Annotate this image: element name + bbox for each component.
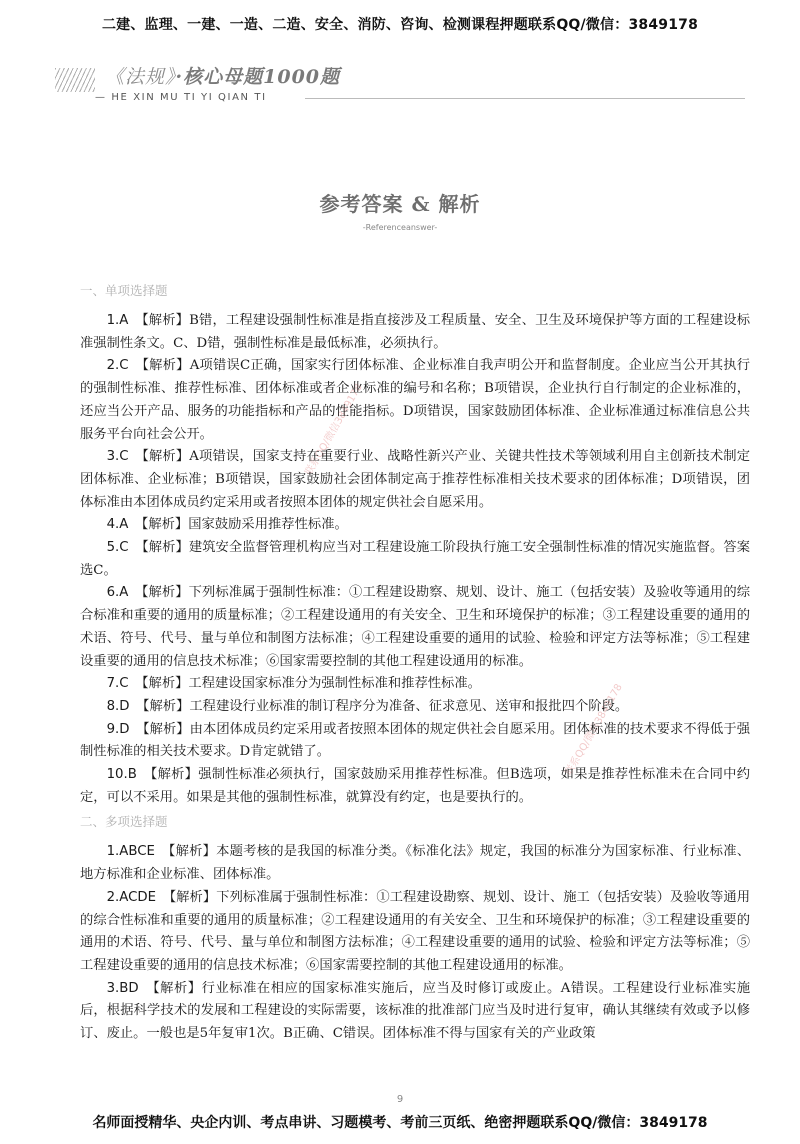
answer-item	[80, 310, 750, 355]
part2-list	[80, 841, 750, 1045]
answer-label: 9.D	[106, 721, 130, 737]
answer-label: 7.C	[106, 676, 129, 692]
analysis-tag: 【解析】	[141, 517, 189, 533]
answer-item	[80, 673, 750, 696]
section-title: 参考答案 & 解析	[319, 192, 481, 216]
answer-label: 1.A	[106, 313, 129, 328]
watermark-text: 联系QQ/微信3849178	[303, 382, 365, 478]
answer-label: 5.C	[106, 540, 129, 556]
answer-content	[80, 280, 750, 1046]
answer-text: 下列标准属于强制性标准：①工程建设勘察、规划、设计、施工（包括安装）及验收等通用的综合标准和重要的通用的质量标准；②工程建设通用的有关安全、卫生和环境保护的标准；③工程建设重要的通用的术语、符号、代号、量与单位和制图方法标准；④工程建设重要的通用的试验、检验和评定方法等标准；⑤工程建设重要的通用的信息技术标准；⑥国家需要控制的其他工程建设通用的标准。	[80, 585, 750, 669]
header-title	[105, 62, 340, 89]
top-banner: 二建、监理、一建、一造、二造、安全、消防、咨询、检测课程押题联系QQ/微信：3849178	[101, 17, 699, 33]
running-header	[55, 62, 745, 112]
analysis-tag: 【解析】	[150, 767, 199, 783]
answer-label: 4.A	[106, 517, 129, 533]
answer-label: 3.C	[106, 449, 129, 465]
bottom-banner: 名师面授精华、央企内训、考点串讲、习题模考、考前三页纸、绝密押题联系QQ/微信：3849178	[92, 1115, 708, 1131]
analysis-tag: 【解析】	[142, 540, 189, 556]
analysis-tag: 【解析】	[142, 449, 190, 465]
answer-text: B错，工程建设强制性标准是指直接涉及工程质量、安全、卫生及环境保护等方面的工程建设标准强制性条文。C、D错，强制性标准是最低标准，必须执行。	[80, 313, 750, 351]
answer-label: 1.ABCE	[106, 844, 155, 860]
answer-item	[80, 887, 750, 978]
answer-label: 6.A	[106, 585, 129, 601]
answer-item	[80, 841, 750, 886]
answer-text: 工程建设行业标准的制订程序分为准备、征求意见、送审和报批四个阶段。	[189, 698, 629, 714]
answer-label: 2.ACDE	[106, 889, 157, 905]
answer-item	[80, 446, 750, 514]
answer-item	[80, 696, 750, 719]
analysis-tag: 【解析】	[169, 889, 217, 905]
analysis-tag: 【解析】	[141, 676, 189, 692]
analysis-tag: 【解析】	[168, 844, 217, 860]
header-subtitle: — HE XIN MU TI YI QIAN TI	[95, 92, 267, 103]
answer-text: 由本团体成员约定采用或者按照本团体的规定供社会自愿采用。团体标准的技术要求不得低于强制性标准的相关技术要求。D肯定就错了。	[80, 721, 751, 760]
page-number: 9	[396, 1094, 404, 1105]
analysis-tag: 【解析】	[141, 585, 189, 601]
header-title-series: ·核心母题1000题	[175, 66, 341, 88]
answer-item	[80, 978, 750, 1046]
header-hatch-decoration	[55, 68, 95, 92]
answer-text: 行业标准在相应的国家标准实施后，应当及时修订或废止。A错误。工程建设行业标准实施后，根据科学技术的发展和工程建设的实际需要，该标准的批准部门应当及时进行复审，确认其继续有效或予以修订、废止。一般也是5年复审1次。B正确、C错误。团体标准不得与国家有关的产业政策	[80, 980, 751, 1042]
answer-text: 强制性标准必须执行，国家鼓励采用推荐性标准。但B选项，如果是推荐性标准未在合同中约定，可以不采用。如果是其他的强制性标准，就算没有约定，也是要执行的。	[80, 767, 751, 805]
answer-item	[80, 582, 750, 673]
analysis-tag: 【解析】	[142, 698, 190, 714]
section-subtitle: -Referenceanswer-	[362, 223, 438, 232]
answer-item	[80, 537, 750, 582]
answer-text: 本题考核的是我国的标准分类。《标准化法》规定，我国的标准分为国家标准、行业标准、地方标准和企业标准、团体标准。	[80, 844, 751, 883]
answer-text: 国家鼓励采用推荐性标准。	[188, 517, 348, 533]
answer-label: 2.C	[106, 358, 129, 374]
answer-item	[80, 514, 750, 537]
answer-text: 建筑安全监督管理机构应当对工程建设施工阶段执行施工安全强制性标准的情况实施监督。答案选C。	[80, 540, 751, 578]
analysis-tag: 【解析】	[142, 358, 190, 374]
analysis-tag: 【解析】	[153, 980, 202, 996]
part1-list	[80, 310, 750, 809]
part2-heading: 二、多项选择题	[80, 814, 168, 830]
answer-label: 8.D	[106, 698, 130, 714]
part1-heading: 一、单项选择题	[80, 283, 168, 298]
answer-item	[80, 355, 750, 446]
answer-text: A项错误C正确，国家实行团体标准、企业标准自我声明公开和监督制度。企业应当公开其执行的强制性标准、推荐性标准、团体标准或者企业标准的编号和名称；B项错误，企业执行自行制定的企业标准的，还应当公开产品、服务的功能指标和产品的性能指标。D项错误，国家鼓励团体标准、企业标准通过标准信息公共服务平台向社会公开。	[80, 358, 751, 442]
answer-item	[80, 764, 750, 809]
header-rule	[305, 98, 745, 99]
analysis-tag: 【解析】	[142, 721, 190, 737]
answer-label: 3.BD	[106, 980, 139, 996]
analysis-tag: 【解析】	[141, 313, 190, 328]
header-title-book: 《法规》	[105, 66, 176, 88]
answer-text: A项错误，国家支持在重要行业、战略性新兴产业、关键共性技术等领域利用自主创新技术制定团体标准、企业标准；B项错误，国家鼓励社会团体制定高于推荐性标准相关技术要求的团体标准；D项错误，团体标准由本团体成员约定采用或者按照本团体的规定供社会自愿采用。	[80, 449, 750, 510]
answer-item	[80, 719, 750, 764]
answer-text: 下列标准属于强制性标准：①工程建设勘察、规划、设计、施工（包括安装）及验收等通用的综合性标准和重要的通用的质量标准；②工程建设通用的有关安全、卫生和环境保护的标准；③工程建设重要的通用的术语、符号、代号、量与单位和制图方法标准；④工程建设重要的通用的试验、检验和评定方法等标准；⑤工程建设重要的通用的信息技术标准；⑥国家需要控制的其他工程建设通用的标准。	[80, 889, 751, 973]
watermark-text: 联系QQ/微信3849178	[563, 682, 625, 778]
answer-text: 工程建设国家标准分为强制性标准和推荐性标准。	[188, 676, 481, 692]
answer-label: 10.B	[106, 767, 137, 783]
